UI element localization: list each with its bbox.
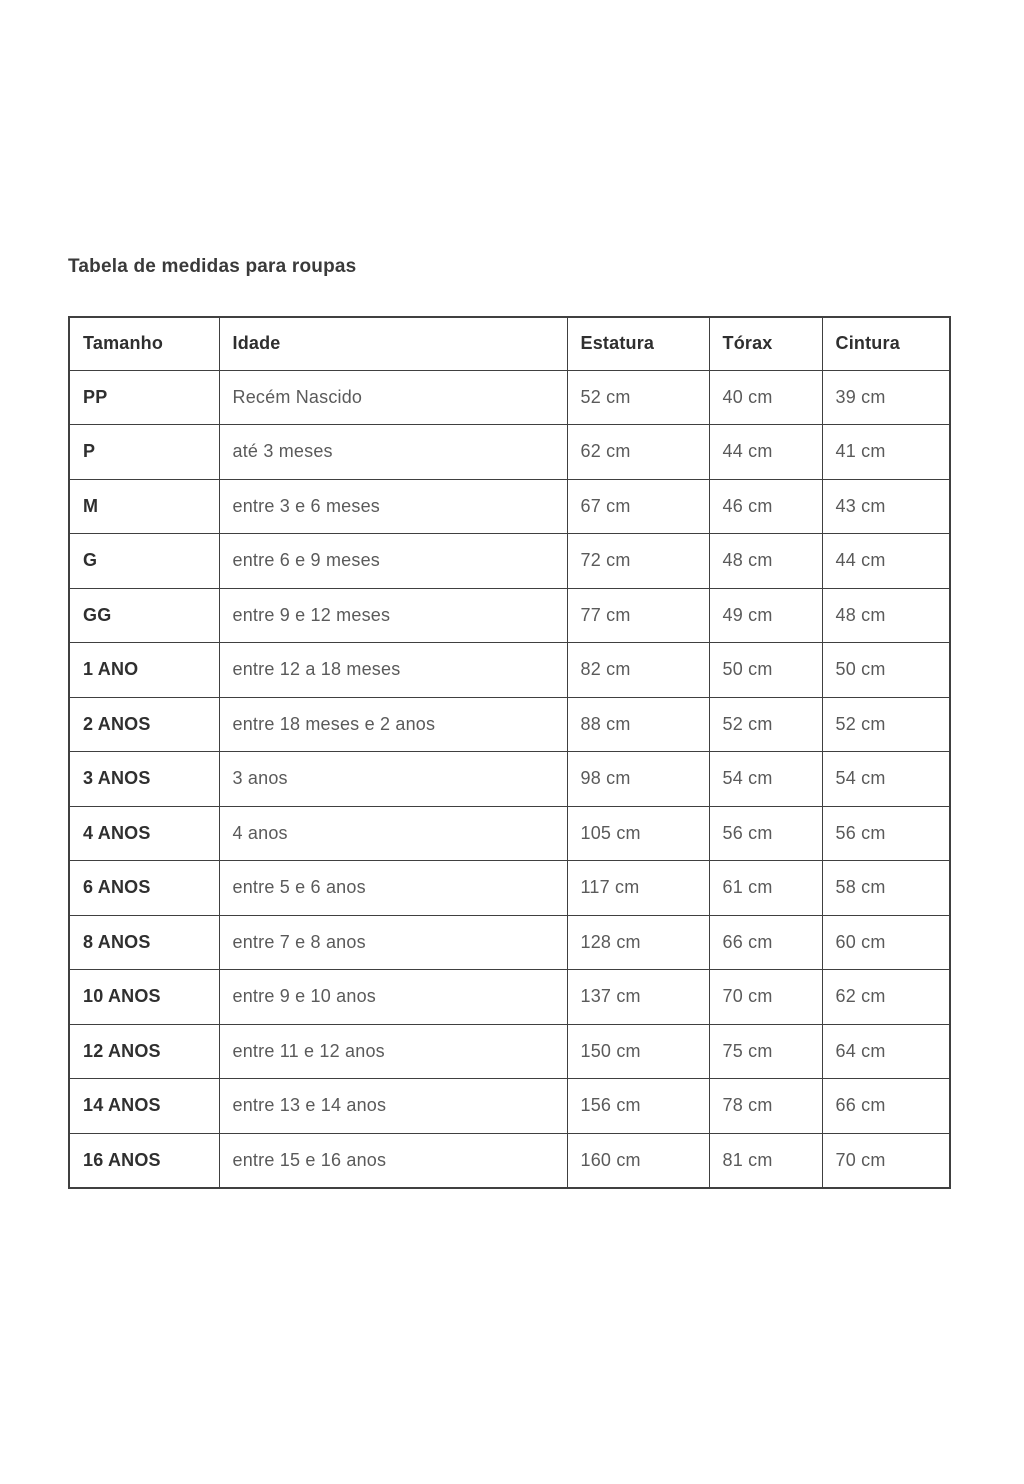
cell-estatura: 62 cm (567, 425, 709, 480)
cell-estatura: 160 cm (567, 1133, 709, 1188)
cell-idade: Recém Nascido (219, 370, 567, 425)
cell-idade: entre 9 e 12 meses (219, 588, 567, 643)
cell-idade: entre 12 a 18 meses (219, 643, 567, 698)
cell-estatura: 137 cm (567, 970, 709, 1025)
cell-estatura: 52 cm (567, 370, 709, 425)
cell-tamanho: 14 ANOS (69, 1079, 219, 1134)
table-row (69, 697, 950, 752)
cell-cintura: 48 cm (822, 588, 950, 643)
cell-idade: 4 anos (219, 806, 567, 861)
cell-cintura: 70 cm (822, 1133, 950, 1188)
cell-torax: 49 cm (709, 588, 822, 643)
cell-tamanho: 10 ANOS (69, 970, 219, 1025)
cell-estatura: 150 cm (567, 1024, 709, 1079)
cell-idade: entre 15 e 16 anos (219, 1133, 567, 1188)
cell-torax: 66 cm (709, 915, 822, 970)
table-row (69, 643, 950, 698)
cell-tamanho: P (69, 425, 219, 480)
cell-cintura: 41 cm (822, 425, 950, 480)
cell-estatura: 82 cm (567, 643, 709, 698)
table-row (69, 534, 950, 589)
cell-tamanho: 16 ANOS (69, 1133, 219, 1188)
table-row (69, 425, 950, 480)
cell-tamanho: 6 ANOS (69, 861, 219, 916)
col-header-estatura: Estatura (567, 317, 709, 370)
cell-estatura: 117 cm (567, 861, 709, 916)
cell-torax: 75 cm (709, 1024, 822, 1079)
col-header-torax: Tórax (709, 317, 822, 370)
cell-estatura: 98 cm (567, 752, 709, 807)
table-row (69, 970, 950, 1025)
cell-tamanho: G (69, 534, 219, 589)
cell-idade: entre 11 e 12 anos (219, 1024, 567, 1079)
table-row (69, 1079, 950, 1134)
cell-cintura: 64 cm (822, 1024, 950, 1079)
cell-torax: 40 cm (709, 370, 822, 425)
cell-torax: 46 cm (709, 479, 822, 534)
cell-tamanho: M (69, 479, 219, 534)
cell-torax: 81 cm (709, 1133, 822, 1188)
cell-torax: 78 cm (709, 1079, 822, 1134)
cell-cintura: 58 cm (822, 861, 950, 916)
cell-idade: entre 9 e 10 anos (219, 970, 567, 1025)
cell-idade: entre 6 e 9 meses (219, 534, 567, 589)
col-header-cintura: Cintura (822, 317, 950, 370)
page-title: Tabela de medidas para roupas (68, 256, 357, 277)
cell-cintura: 66 cm (822, 1079, 950, 1134)
col-header-tamanho: Tamanho (69, 317, 219, 370)
table-row (69, 752, 950, 807)
cell-estatura: 128 cm (567, 915, 709, 970)
cell-torax: 48 cm (709, 534, 822, 589)
cell-estatura: 105 cm (567, 806, 709, 861)
cell-torax: 54 cm (709, 752, 822, 807)
cell-torax: 52 cm (709, 697, 822, 752)
table-row (69, 1024, 950, 1079)
table-row (69, 370, 950, 425)
table-row (69, 915, 950, 970)
cell-estatura: 72 cm (567, 534, 709, 589)
cell-idade: 3 anos (219, 752, 567, 807)
table-header-row (69, 317, 950, 370)
table-row (69, 588, 950, 643)
cell-cintura: 52 cm (822, 697, 950, 752)
cell-estatura: 156 cm (567, 1079, 709, 1134)
table-row (69, 861, 950, 916)
cell-torax: 50 cm (709, 643, 822, 698)
cell-cintura: 44 cm (822, 534, 950, 589)
col-header-idade: Idade (219, 317, 567, 370)
cell-cintura: 43 cm (822, 479, 950, 534)
cell-cintura: 39 cm (822, 370, 950, 425)
cell-torax: 44 cm (709, 425, 822, 480)
cell-tamanho: 3 ANOS (69, 752, 219, 807)
cell-idade: entre 5 e 6 anos (219, 861, 567, 916)
cell-estatura: 88 cm (567, 697, 709, 752)
size-chart-table (68, 316, 951, 1189)
table-row (69, 479, 950, 534)
cell-cintura: 62 cm (822, 970, 950, 1025)
table-row (69, 1133, 950, 1188)
cell-torax: 56 cm (709, 806, 822, 861)
cell-tamanho: PP (69, 370, 219, 425)
cell-cintura: 60 cm (822, 915, 950, 970)
cell-estatura: 77 cm (567, 588, 709, 643)
cell-torax: 61 cm (709, 861, 822, 916)
cell-idade: entre 7 e 8 anos (219, 915, 567, 970)
cell-tamanho: GG (69, 588, 219, 643)
cell-cintura: 54 cm (822, 752, 950, 807)
cell-idade: até 3 meses (219, 425, 567, 480)
cell-tamanho: 12 ANOS (69, 1024, 219, 1079)
cell-tamanho: 2 ANOS (69, 697, 219, 752)
cell-torax: 70 cm (709, 970, 822, 1025)
table-row (69, 806, 950, 861)
cell-tamanho: 8 ANOS (69, 915, 219, 970)
cell-cintura: 56 cm (822, 806, 950, 861)
cell-idade: entre 13 e 14 anos (219, 1079, 567, 1134)
cell-cintura: 50 cm (822, 643, 950, 698)
cell-tamanho: 1 ANO (69, 643, 219, 698)
cell-estatura: 67 cm (567, 479, 709, 534)
cell-idade: entre 18 meses e 2 anos (219, 697, 567, 752)
cell-tamanho: 4 ANOS (69, 806, 219, 861)
cell-idade: entre 3 e 6 meses (219, 479, 567, 534)
